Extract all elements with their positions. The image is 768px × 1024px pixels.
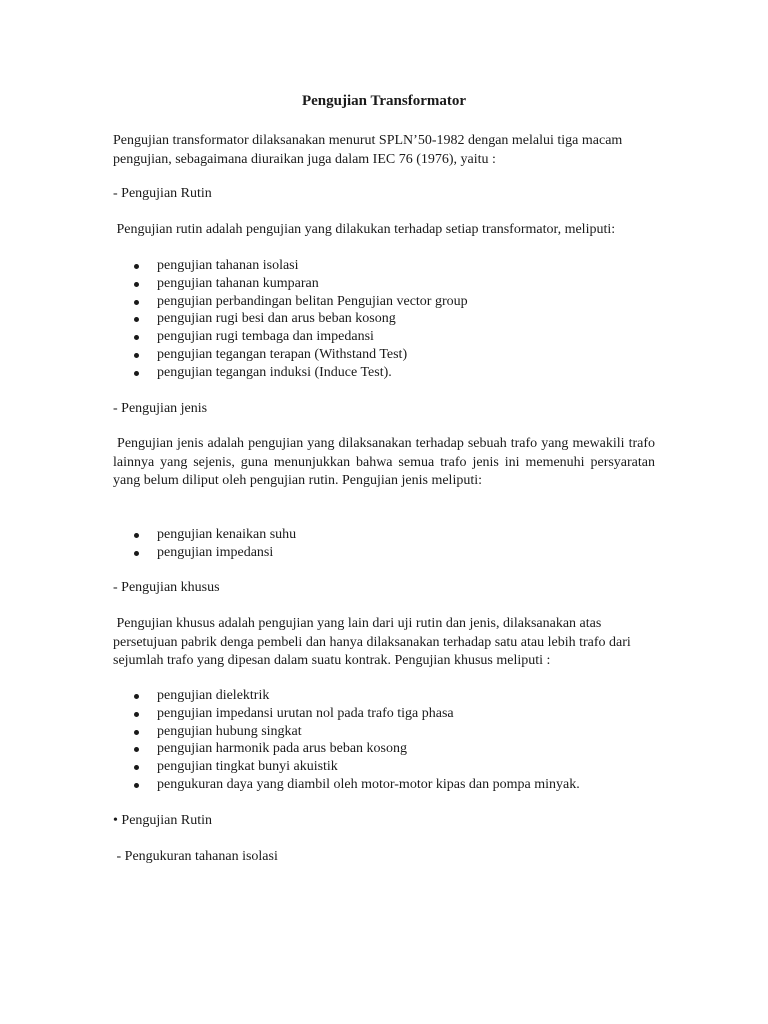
bullet-icon <box>134 317 139 322</box>
document-title: Pengujian Transformator <box>301 93 467 109</box>
jenis-description: Pengujian jenis adalah pengujian yang dilaksanakan terhadap sebuah trafo yang mewakili trafo lainnya yang sejenis, guna menunjukkan bahwa semua trafo jenis ini memenuhi persyaratan yang belum diliput oleh pengujian rutin. Pengujian jenis meliputi: <box>113 436 659 488</box>
list-item: pengujian hubung singkat <box>113 723 673 741</box>
rutin-list <box>113 257 673 382</box>
list-item: pengujian tahanan kumparan <box>113 275 673 293</box>
bullet-icon <box>134 765 139 770</box>
bullet-icon <box>134 300 139 305</box>
bullet-icon <box>134 533 139 538</box>
jenis-list <box>113 526 673 562</box>
bullet-icon <box>134 747 139 752</box>
list-item: pengujian dielektrik <box>113 687 673 705</box>
list-item: pengujian perbandingan belitan Pengujian vector group <box>113 293 673 311</box>
rutin-description: Pengujian rutin adalah pengujian yang dilakukan terhadap setiap transformator, meliputi: <box>113 222 616 237</box>
list-item: pengujian tingkat bunyi akuistik <box>113 758 673 776</box>
intro-paragraph: Pengujian transformator dilaksanakan menurut SPLN’50-1982 dengan melalui tiga macam pengujian, sebagaimana diuraikan juga dalam IEC 76 (1976), yaitu : <box>113 133 623 167</box>
bullet-icon <box>134 371 139 376</box>
list-item: pengujian rugi besi dan arus beban kosong <box>113 310 673 328</box>
list-item: pengujian impedansi <box>113 544 673 562</box>
khusus-description: Pengujian khusus adalah pengujian yang lain dari uji rutin dan jenis, dilaksanakan atas persetujuan pabrik denga pembeli dan hanya dilaksanakan terhadap satu atau lebih trafo dari sejumlah trafo yang dipesan dalam suatu kontrak. Pengujian khusus meliputi : <box>113 616 635 668</box>
bullet-icon <box>134 264 139 269</box>
bullet-icon <box>134 783 139 788</box>
heading-pengujian-rutin: - Pengujian Rutin <box>113 186 212 201</box>
section-pengujian-rutin: • Pengujian Rutin <box>113 813 213 828</box>
list-item: pengujian impedansi urutan nol pada trafo tiga phasa <box>113 705 673 723</box>
list-item: pengujian harmonik pada arus beban kosong <box>113 740 673 758</box>
bullet-icon <box>134 712 139 717</box>
bullet-icon <box>134 353 139 358</box>
list-item: pengujian tegangan terapan (Withstand Test) <box>113 346 673 364</box>
bullet-icon <box>134 282 139 287</box>
list-item: pengujian tahanan isolasi <box>113 257 673 275</box>
khusus-list <box>113 687 673 794</box>
heading-pengujian-khusus: - Pengujian khusus <box>113 580 220 595</box>
list-item: pengukuran daya yang diambil oleh motor-motor kipas dan pompa minyak. <box>113 776 673 794</box>
bullet-icon <box>134 730 139 735</box>
subsection-pengukuran-tahanan-isolasi: - Pengukuran tahanan isolasi <box>113 849 278 864</box>
heading-pengujian-jenis: - Pengujian jenis <box>113 401 208 416</box>
list-item: pengujian kenaikan suhu <box>113 526 673 544</box>
bullet-icon <box>134 335 139 340</box>
bullet-icon <box>134 551 139 556</box>
list-item: pengujian rugi tembaga dan impedansi <box>113 328 673 346</box>
bullet-icon <box>134 694 139 699</box>
list-item: pengujian tegangan induksi (Induce Test). <box>113 364 673 382</box>
